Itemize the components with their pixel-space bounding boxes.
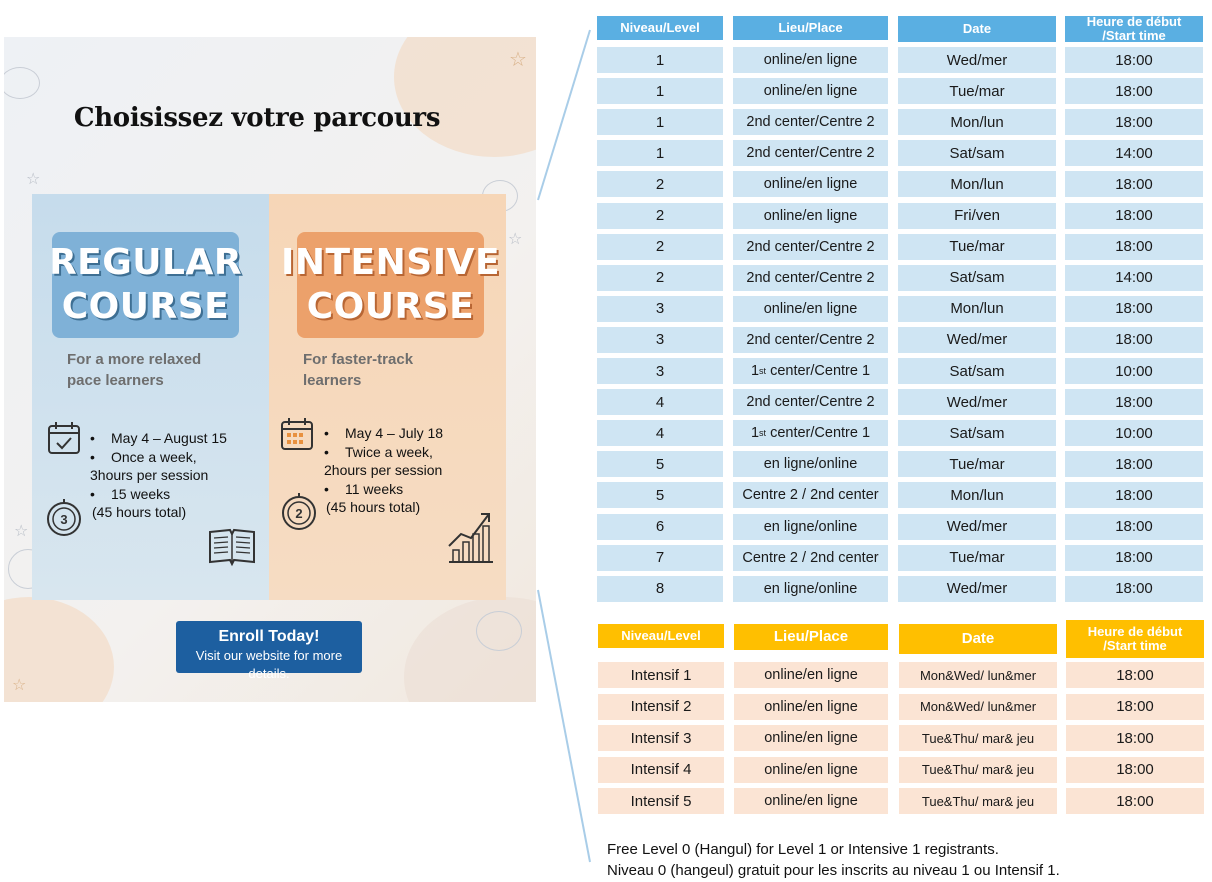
cell-date: Sat/sam [898, 358, 1056, 384]
cell-date: Fri/ven [898, 203, 1056, 229]
cell-date: Tue/mar [898, 78, 1056, 104]
cell-level: 1 [597, 140, 723, 166]
cell-start-time: 18:00 [1065, 234, 1203, 260]
star-icon: ☆ [508, 229, 523, 248]
cell-date: Sat/sam [898, 420, 1056, 446]
cell-start-time: 18:00 [1066, 725, 1204, 751]
star-icon: ☆ [26, 169, 41, 188]
cell-place: online/en ligne [733, 171, 888, 197]
cell-start-time: 18:00 [1065, 545, 1203, 571]
cell-start-time: 18:00 [1066, 662, 1204, 688]
cell-start-time: 18:00 [1065, 451, 1203, 477]
cell-level: 3 [597, 358, 723, 384]
cell-date: Mon&Wed/ lun&mer [899, 694, 1057, 720]
intensive-course-badge: INTENSIVE COURSE [297, 232, 484, 338]
cell-date: Wed/mer [898, 327, 1056, 353]
cell-level: 6 [597, 514, 723, 540]
cell-date: Tue/mar [898, 545, 1056, 571]
cell-date: Mon&Wed/ lun&mer [899, 662, 1057, 688]
cell-level: 7 [597, 545, 723, 571]
cell-date: Tue/mar [898, 451, 1056, 477]
cell-date: Wed/mer [898, 389, 1056, 415]
cell-level: 1 [597, 109, 723, 135]
cell-date: Tue&Thu/ mar& jeu [899, 725, 1057, 751]
cell-level: Intensif 3 [598, 725, 724, 751]
poster-title: Choisissez votre parcours [73, 103, 441, 133]
cell-start-time: 18:00 [1065, 296, 1203, 322]
cell-level: 2 [597, 203, 723, 229]
cell-start-time: 18:00 [1065, 78, 1203, 104]
cell-place: online/en ligne [734, 788, 888, 814]
cell-start-time: 18:00 [1066, 694, 1204, 720]
cloud-icon [476, 611, 522, 651]
cell-place: 2nd center/Centre 2 [733, 265, 888, 291]
open-book-icon [206, 524, 258, 570]
cell-level: Intensif 1 [598, 662, 724, 688]
cell-level: 4 [597, 420, 723, 446]
cell-start-time: 18:00 [1066, 788, 1204, 814]
cell-start-time: 10:00 [1065, 358, 1203, 384]
cell-place: en ligne/online [733, 451, 888, 477]
star-icon: ☆ [509, 47, 527, 71]
cell-place: 2nd center/Centre 2 [733, 327, 888, 353]
cell-start-time: 18:00 [1066, 757, 1204, 783]
cell-place: online/en ligne [734, 725, 888, 751]
cloud-icon [4, 67, 40, 99]
cell-place: online/en ligne [734, 662, 888, 688]
regular-course-description: For a more relaxed pace learners [67, 351, 202, 389]
regular-course-panel [32, 194, 269, 600]
calendar-icon [279, 416, 315, 452]
cell-date: Tue&Thu/ mar& jeu [899, 788, 1057, 814]
star-icon: ☆ [12, 675, 27, 694]
cell-place: 2nd center/Centre 2 [733, 109, 888, 135]
cell-place: Centre 2 / 2nd center [733, 545, 888, 571]
cell-level: Intensif 4 [598, 757, 724, 783]
cell-date: Mon/lun [898, 109, 1056, 135]
header-place: Lieu/Place [734, 624, 888, 650]
cell-level: 1 [597, 78, 723, 104]
cell-date: Wed/mer [898, 514, 1056, 540]
cell-level: 4 [597, 389, 723, 415]
cell-place: online/en ligne [734, 694, 888, 720]
cell-level: 3 [597, 296, 723, 322]
header-start-time: Heure de début /Start time [1065, 16, 1203, 42]
cell-place: en ligne/online [733, 514, 888, 540]
cell-level: 2 [597, 171, 723, 197]
header-date: Date [898, 16, 1056, 42]
cell-place: online/en ligne [733, 296, 888, 322]
header-start-time: Heure de début /Start time [1066, 620, 1204, 658]
cell-start-time: 14:00 [1065, 265, 1203, 291]
cell-level: 2 [597, 265, 723, 291]
cell-date: Tue&Thu/ mar& jeu [899, 757, 1057, 783]
header-level: Niveau/Level [598, 624, 724, 648]
cell-place: 2nd center/Centre 2 [733, 389, 888, 415]
clock-icon [281, 491, 317, 531]
cell-level: Intensif 2 [598, 694, 724, 720]
cell-place: online/en ligne [733, 203, 888, 229]
cell-start-time: 18:00 [1065, 47, 1203, 73]
cell-date: Wed/mer [898, 47, 1056, 73]
growth-chart-icon [445, 508, 497, 566]
cell-level: 1 [597, 47, 723, 73]
cell-place: 2nd center/Centre 2 [733, 140, 888, 166]
footnote: Free Level 0 (Hangul) for Level 1 or Intensive 1 registrants. Niveau 0 (hangeul) gratuit pour les inscrits au niveau 1 ou Intensif 1. [607, 841, 1060, 879]
regular-course-details: • May 4 – August 15 • Once a week, 3hours per session • 15 weeks (45 hours total) [90, 429, 268, 522]
cell-start-time: 18:00 [1065, 327, 1203, 353]
cell-level: 3 [597, 327, 723, 353]
cell-place: online/en ligne [734, 757, 888, 783]
clock-icon [46, 497, 82, 537]
cell-date: Sat/sam [898, 140, 1056, 166]
cell-start-time: 14:00 [1065, 140, 1203, 166]
svg-text:2: 2 [295, 506, 303, 521]
calendar-check-icon [46, 420, 82, 456]
cell-date: Wed/mer [898, 576, 1056, 602]
header-level: Niveau/Level [597, 16, 723, 40]
intensive-course-details: • May 4 – July 18 • Twice a week, 2hours per session • 11 weeks (45 hours total) [324, 424, 504, 517]
cell-start-time: 18:00 [1065, 171, 1203, 197]
cell-start-time: 18:00 [1065, 514, 1203, 540]
cell-level: 8 [597, 576, 723, 602]
cell-level: 5 [597, 451, 723, 477]
svg-text:3: 3 [60, 512, 68, 527]
cell-date: Tue/mar [898, 234, 1056, 260]
cell-date: Mon/lun [898, 296, 1056, 322]
connector-lines [530, 0, 600, 882]
cell-place: en ligne/online [733, 576, 888, 602]
cell-place: online/en ligne [733, 47, 888, 73]
header-date: Date [899, 624, 1057, 654]
cell-level: Intensif 5 [598, 788, 724, 814]
cell-date: Mon/lun [898, 171, 1056, 197]
intensive-course-description: For faster-track learners [303, 351, 414, 389]
cell-start-time: 18:00 [1065, 109, 1203, 135]
star-icon: ☆ [14, 521, 29, 540]
cell-level: 2 [597, 234, 723, 260]
intensive-course-panel [269, 194, 506, 600]
cell-place: 1 st center/Centre 1 [733, 420, 888, 446]
cell-start-time: 18:00 [1065, 576, 1203, 602]
cell-date: Mon/lun [898, 482, 1056, 508]
cell-place: Centre 2 / 2nd center [733, 482, 888, 508]
regular-course-badge: REGULAR COURSE [52, 232, 239, 338]
enroll-button[interactable]: Enroll Today! Visit our website for more details. [176, 621, 362, 673]
cell-place: 1 st center/Centre 1 [733, 358, 888, 384]
header-place: Lieu/Place [733, 16, 888, 40]
cell-level: 5 [597, 482, 723, 508]
cell-start-time: 18:00 [1065, 203, 1203, 229]
cell-start-time: 18:00 [1065, 482, 1203, 508]
cell-start-time: 18:00 [1065, 389, 1203, 415]
cell-start-time: 10:00 [1065, 420, 1203, 446]
course-poster [4, 37, 536, 702]
cell-place: 2nd center/Centre 2 [733, 234, 888, 260]
cell-place: online/en ligne [733, 78, 888, 104]
cell-date: Sat/sam [898, 265, 1056, 291]
